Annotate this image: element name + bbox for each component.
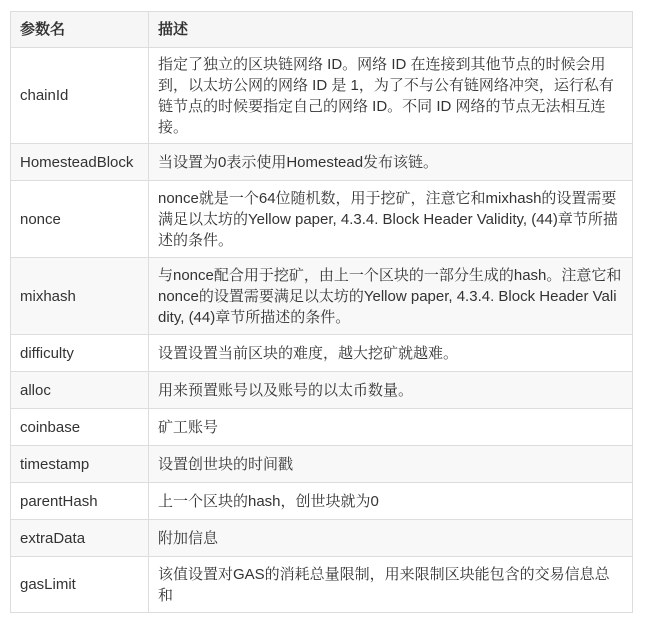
param-description-cell: 附加信息 bbox=[149, 520, 633, 557]
table-header bbox=[11, 12, 633, 48]
table-row bbox=[11, 258, 633, 335]
table-body bbox=[11, 48, 633, 613]
param-name-cell: alloc bbox=[11, 372, 149, 409]
param-description-cell: 当设置为0表示使用Homestead发布该链。 bbox=[149, 144, 633, 181]
param-name-cell: HomesteadBlock bbox=[11, 144, 149, 181]
param-name-cell: gasLimit bbox=[11, 557, 149, 613]
param-name-cell: mixhash bbox=[11, 258, 149, 335]
param-name-cell: chainId bbox=[11, 48, 149, 144]
table-row bbox=[11, 557, 633, 613]
param-description-cell: nonce就是一个64位随机数，用于挖矿，注意它和mixhash的设置需要满足以太坊的Yellow paper, 4.3.4. Block Header Validity, (44)章节所描述的条件。 bbox=[149, 181, 633, 258]
param-description-cell: 设置设置当前区块的难度，越大挖矿就越难。 bbox=[149, 335, 633, 372]
table-row bbox=[11, 372, 633, 409]
param-name-cell: extraData bbox=[11, 520, 149, 557]
table-row bbox=[11, 483, 633, 520]
header-row bbox=[11, 12, 633, 48]
param-name-cell: difficulty bbox=[11, 335, 149, 372]
param-description-cell: 指定了独立的区块链网络 ID。网络 ID 在连接到其他节点的时候会用到，以太坊公网的网络 ID 是 1，为了不与公有链网络冲突，运行私有链节点的时候要指定自己的网络 ID。不同 ID 网络的节点无法相互连接。 bbox=[149, 48, 633, 144]
param-description-cell: 该值设置对GAS的消耗总量限制，用来限制区块能包含的交易信息总和 bbox=[149, 557, 633, 613]
param-description-cell: 矿工账号 bbox=[149, 409, 633, 446]
header-param-name: 参数名 bbox=[11, 12, 149, 48]
param-description-cell: 与nonce配合用于挖矿，由上一个区块的一部分生成的hash。注意它和nonce的设置需要满足以太坊的Yellow paper, 4.3.4. Block Header Validity, (44)章节所描述的条件。 bbox=[149, 258, 633, 335]
table-row bbox=[11, 520, 633, 557]
param-name-cell: nonce bbox=[11, 181, 149, 258]
param-name-cell: timestamp bbox=[11, 446, 149, 483]
parameter-table-container bbox=[10, 11, 632, 613]
table-row bbox=[11, 181, 633, 258]
table-row bbox=[11, 446, 633, 483]
parameter-table bbox=[10, 11, 633, 613]
param-description-cell: 用来预置账号以及账号的以太币数量。 bbox=[149, 372, 633, 409]
param-name-cell: parentHash bbox=[11, 483, 149, 520]
param-description-cell: 上一个区块的hash，创世块就为0 bbox=[149, 483, 633, 520]
header-description: 描述 bbox=[149, 12, 633, 48]
table-row bbox=[11, 144, 633, 181]
table-row bbox=[11, 409, 633, 446]
param-name-cell: coinbase bbox=[11, 409, 149, 446]
table-row bbox=[11, 48, 633, 144]
table-row bbox=[11, 335, 633, 372]
param-description-cell: 设置创世块的时间戳 bbox=[149, 446, 633, 483]
